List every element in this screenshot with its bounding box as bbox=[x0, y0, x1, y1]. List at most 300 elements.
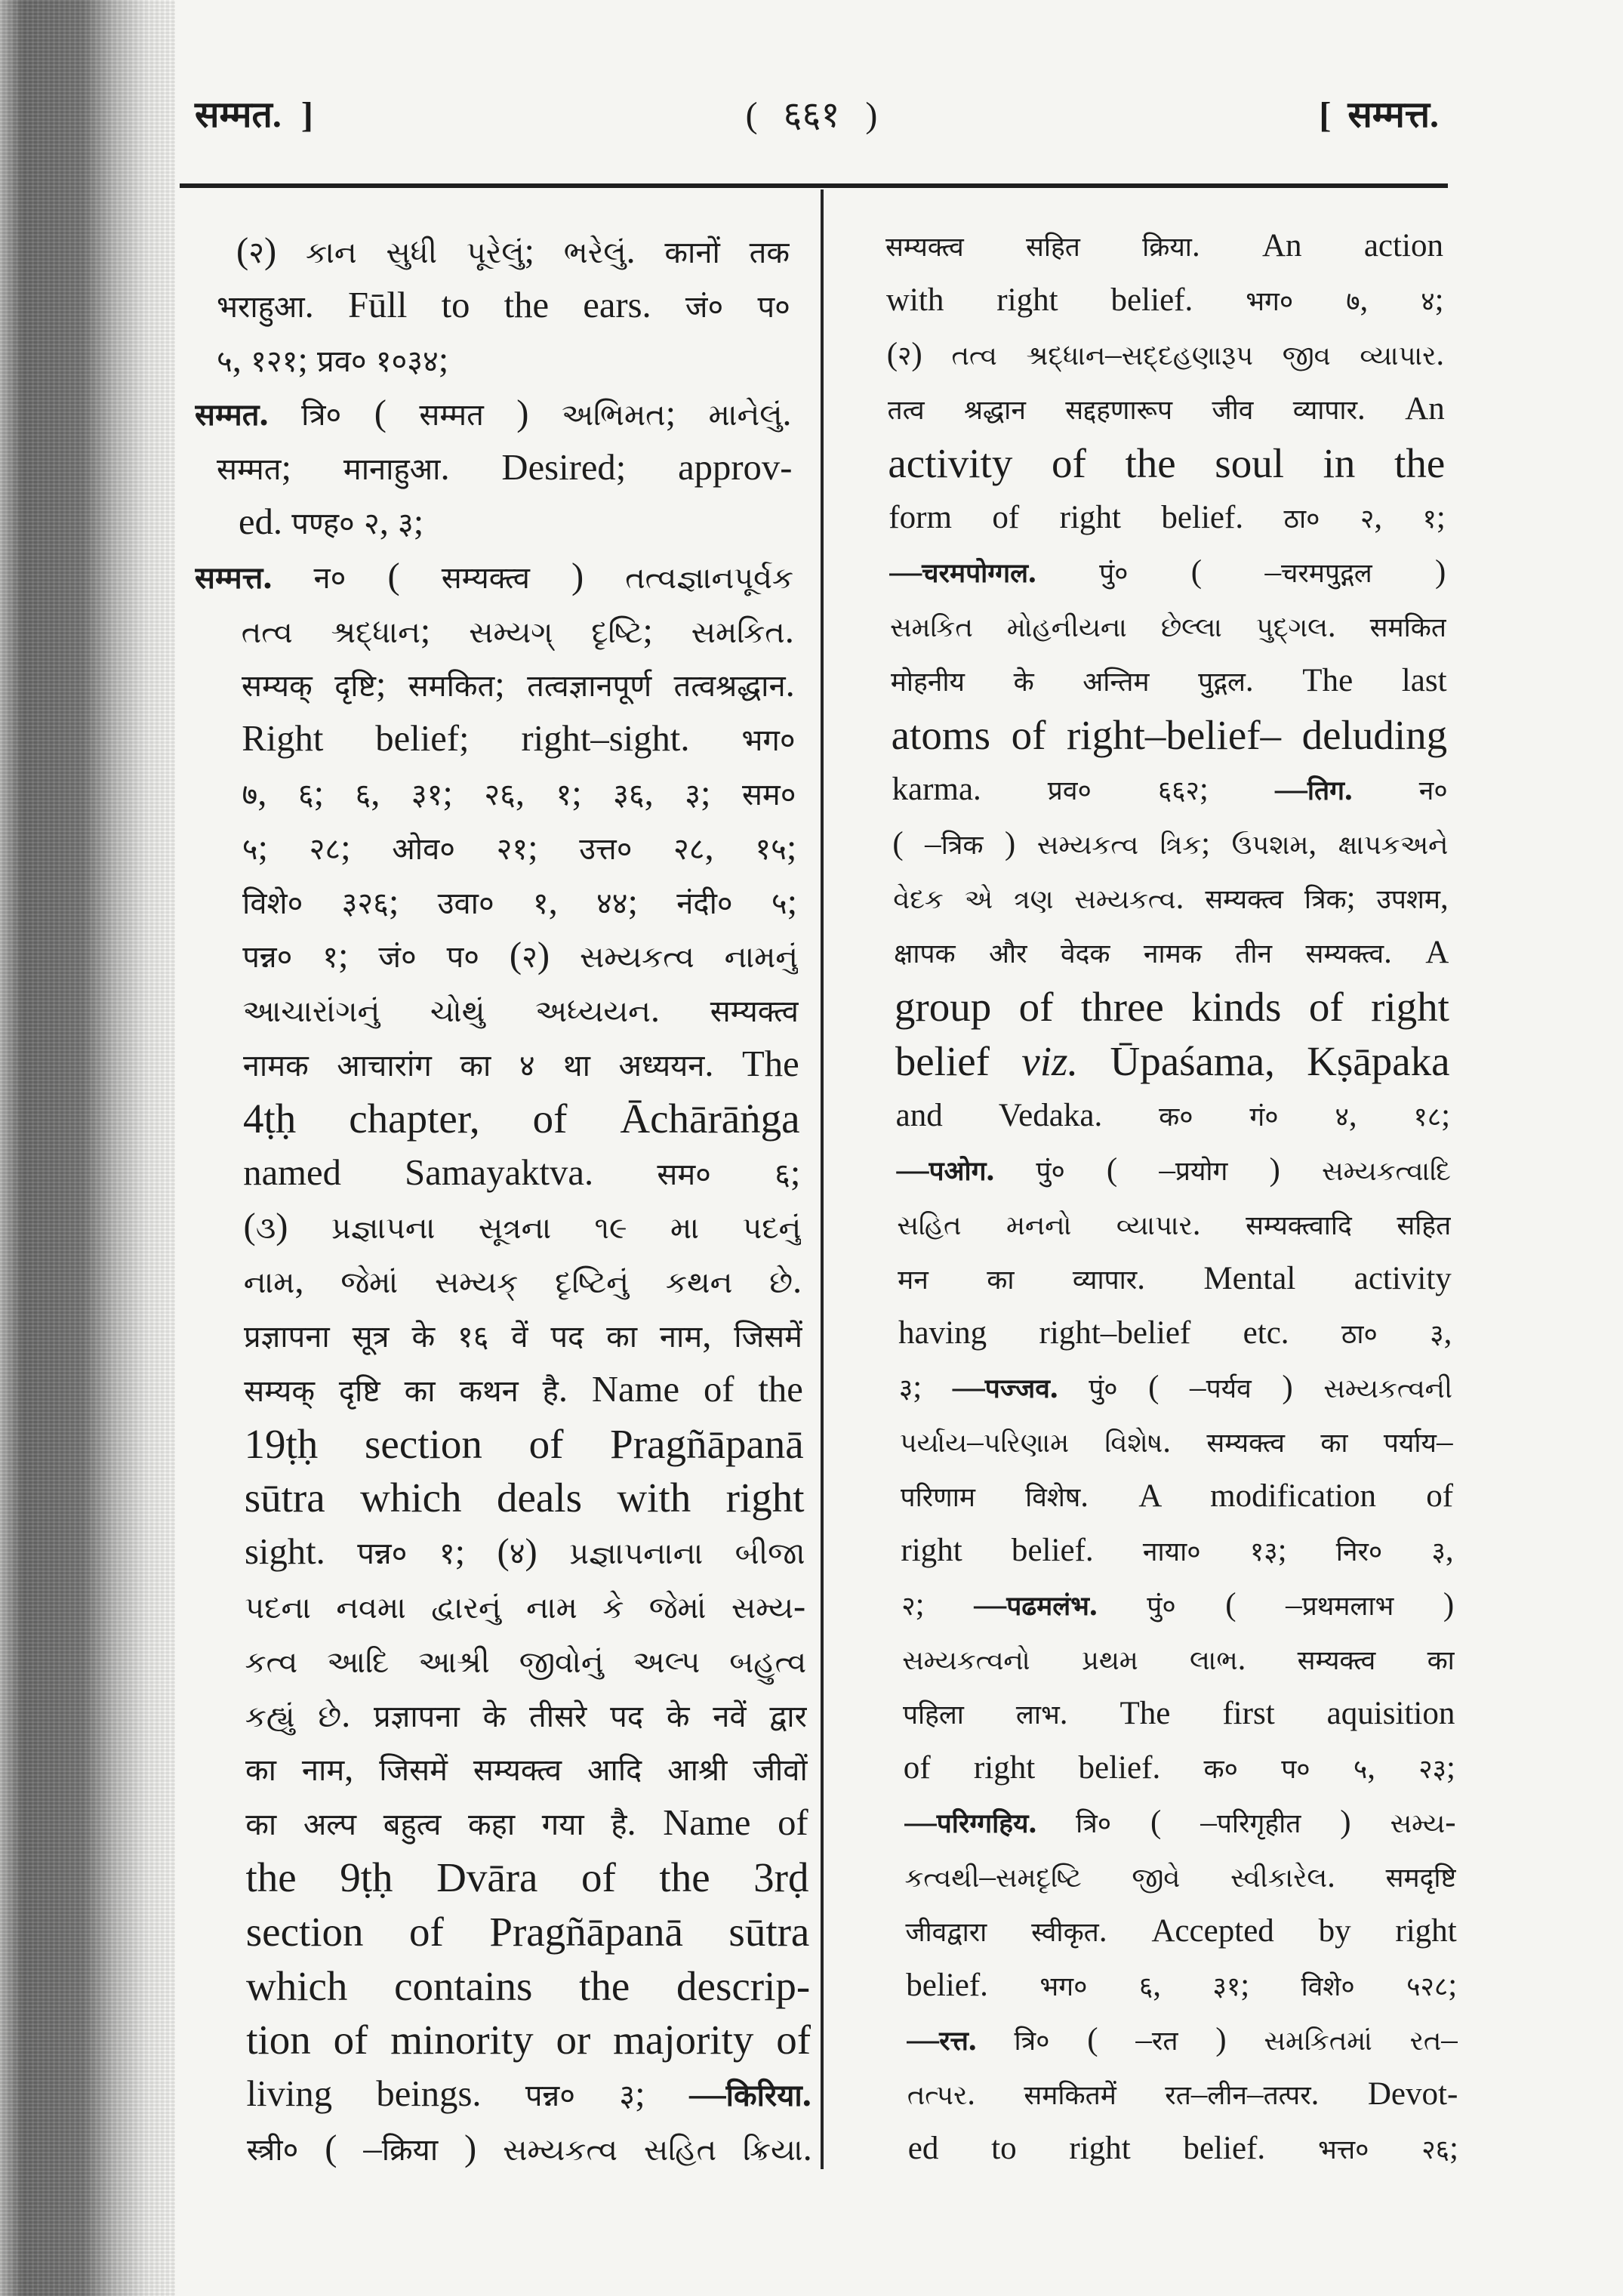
text-line bbox=[242, 604, 794, 658]
indic-text-run: सम्यक् bbox=[244, 1373, 315, 1408]
indic-text-run: कानों bbox=[664, 236, 720, 270]
indic-text-run: ठा० bbox=[1341, 1320, 1378, 1349]
indic-text-run: तत्वज्ञानपूर्ण bbox=[527, 669, 652, 704]
text-segment: atoms of right–belief– deluding bbox=[891, 712, 1448, 758]
text-line bbox=[246, 1851, 809, 1905]
indic-text-run: पद bbox=[610, 1699, 644, 1734]
running-head-right: [ सम्मत्त. bbox=[1319, 95, 1439, 135]
text-segment: २; bbox=[901, 1587, 975, 1623]
indic-text-run: વિશેષ bbox=[1104, 1428, 1163, 1458]
text-segment: પદના નવમા દ્વારનું નામ કે જેમાં સમ્ય- bbox=[245, 1586, 806, 1626]
text-line bbox=[889, 545, 1446, 599]
indic-text-run: जिसमें bbox=[379, 1753, 448, 1788]
indic-text-run: અભિમત bbox=[561, 398, 666, 433]
indic-text-run: કે bbox=[602, 1591, 624, 1625]
text-line bbox=[247, 2122, 812, 2176]
indic-text-run: સુધી bbox=[386, 236, 438, 270]
indic-text-run: છે bbox=[318, 1699, 342, 1734]
text-line bbox=[895, 1034, 1450, 1089]
indic-text-run: આશ્રી bbox=[418, 1644, 490, 1679]
text-line bbox=[901, 1524, 1453, 1578]
text-segment: ३; bbox=[898, 1370, 953, 1405]
indic-text-run: स्वीकृत bbox=[1031, 1918, 1099, 1947]
indic-text-run: सम्यक्त्व bbox=[473, 1753, 562, 1788]
text-line bbox=[239, 495, 793, 550]
indic-text-run: સમ્યકત્વ bbox=[579, 940, 694, 975]
indic-text-run: સમ્યકત્વ bbox=[503, 2133, 617, 2167]
text-line bbox=[242, 821, 797, 875]
indic-text-run: १८ bbox=[1413, 1102, 1442, 1132]
left-column bbox=[189, 224, 823, 2176]
indic-text-run: આચારાંગનું bbox=[242, 994, 380, 1029]
indic-text-run: नाया० bbox=[1142, 1537, 1201, 1567]
text-line bbox=[245, 1742, 808, 1796]
indic-text-run: पुं० bbox=[1147, 1592, 1176, 1621]
indic-text-run: द्वार bbox=[769, 1699, 807, 1734]
indic-text-run: તત્પર bbox=[907, 2081, 968, 2110]
indic-text-run: जिसमें bbox=[734, 1320, 802, 1354]
indic-text-run: किरिया bbox=[725, 2079, 802, 2113]
indic-text-run: तत्व bbox=[887, 396, 925, 425]
indic-text-run: अन्तिम bbox=[1083, 667, 1150, 697]
indic-text-run: કથન bbox=[665, 1265, 733, 1300]
text-line bbox=[907, 2013, 1458, 2067]
text-segment: Right belief; right–sight. भग० bbox=[242, 718, 796, 760]
text-segment: belief bbox=[895, 1038, 1022, 1084]
indic-text-run: ६ bbox=[775, 1157, 790, 1191]
text-segment: (२) તત્વ શ્રદ્ધાન–સદ્દહણારૂપ જીવ વ્યાપાર. bbox=[886, 337, 1445, 372]
text-segment: with right belief. भग० ७, ४; bbox=[885, 282, 1444, 318]
indic-text-run: લાભ bbox=[1190, 1646, 1238, 1675]
text-segment: ५; २८; ओव० २१; उत्त० २८, १५; bbox=[242, 826, 797, 868]
indic-text-run: ६६२ bbox=[1157, 776, 1200, 806]
text-line bbox=[892, 817, 1448, 871]
text-segment: पुं० ( –प्रयोग ) સમ્યકત્વાદિ bbox=[1036, 1152, 1451, 1188]
indic-text-run: मन bbox=[898, 1265, 929, 1295]
indic-text-run: ३२६ bbox=[341, 886, 389, 920]
text-segment: ५, १२१; प्रव० १०३४; bbox=[217, 338, 449, 380]
indic-text-run: प० bbox=[1281, 1755, 1310, 1784]
indic-text-run: ५ bbox=[217, 344, 233, 378]
indic-text-run: સૂત્રના bbox=[478, 1211, 552, 1246]
indic-text-run: दृष्टि bbox=[334, 669, 376, 704]
text-segment: परिणाम विशेष. A modification of bbox=[900, 1478, 1454, 1514]
indic-text-run: तीन bbox=[1235, 939, 1273, 969]
indic-text-run: न० bbox=[313, 560, 346, 595]
indic-text-run: व्यापार bbox=[1292, 396, 1358, 425]
text-segment: स्त्री० ( –क्रिया ) સમ્યકત્વ સહિત ક્રિયા. bbox=[246, 2128, 812, 2168]
indic-text-run: તત્વજ્ઞાનપૂર્વક bbox=[625, 560, 794, 595]
indic-text-run: १६ bbox=[457, 1320, 489, 1354]
text-segment: sight. पन्न० १; (४) પ્રજ્ઞાપનાના બીજા bbox=[245, 1531, 805, 1573]
text-line bbox=[885, 219, 1443, 273]
scan-edge-shadow bbox=[0, 0, 175, 2296]
indic-text-run: पण्ह० bbox=[291, 507, 355, 541]
indic-text-run: १ bbox=[1422, 504, 1437, 534]
indic-text-run: का bbox=[987, 1265, 1015, 1295]
indic-text-run: જીવે bbox=[1132, 1863, 1181, 1893]
indic-text-run: २३ bbox=[1418, 1755, 1446, 1784]
indic-text-run: भग० bbox=[1246, 287, 1294, 316]
indic-text-run: ओव० bbox=[392, 831, 456, 866]
text-line bbox=[242, 929, 798, 983]
indic-text-run: ३६ bbox=[613, 778, 645, 812]
text-line bbox=[243, 1146, 800, 1200]
text-segment: 4ṭḥ chapter, of Āchārāṅga bbox=[243, 1095, 800, 1142]
text-line bbox=[896, 1089, 1451, 1143]
indic-text-run: ३ bbox=[1431, 1537, 1446, 1567]
text-line bbox=[245, 1634, 807, 1688]
indic-text-run: नंदी० bbox=[676, 886, 733, 920]
indic-text-run: भत्त० bbox=[1317, 2135, 1369, 2165]
text-segment: ७, ६; ६, ३१; २६, १; ३६, ३; सम० bbox=[242, 772, 796, 813]
indic-text-run: ६ bbox=[1138, 1972, 1153, 2002]
indic-text-run: व्यापार bbox=[1072, 1265, 1138, 1295]
indic-text-run: तिग bbox=[1307, 776, 1345, 806]
indic-text-run: कहा bbox=[468, 1808, 516, 1842]
indic-text-run: શ્રદ્ધાન bbox=[331, 615, 420, 649]
indic-text-run: सद्दहणारूप bbox=[1065, 396, 1173, 425]
text-line bbox=[246, 1959, 810, 2014]
indic-text-run: १ bbox=[322, 940, 339, 975]
indic-text-run: ३ bbox=[1430, 1320, 1444, 1349]
right-column bbox=[879, 219, 1468, 2176]
text-line bbox=[243, 983, 799, 1037]
text-line bbox=[888, 382, 1445, 436]
text-line bbox=[245, 1417, 804, 1472]
indic-text-run: અધ્યયન bbox=[534, 994, 651, 1029]
text-segment: मन का व्यापार. Mental activity bbox=[898, 1261, 1452, 1296]
indic-text-run: મનનો bbox=[1006, 1211, 1072, 1240]
indic-text-run: ७ bbox=[242, 778, 258, 812]
text-line bbox=[898, 1306, 1452, 1361]
text-segment: sūtra which deals with right bbox=[244, 1475, 805, 1521]
indic-text-run: ३ bbox=[398, 507, 414, 541]
headword: —पज्जव. bbox=[952, 1370, 1058, 1405]
indic-text-run: દૃષ્ટિ bbox=[591, 615, 643, 649]
indic-text-run: મા bbox=[670, 1211, 699, 1246]
indic-text-run: सम० bbox=[741, 778, 796, 812]
indic-text-run: સમ્યકત્વ bbox=[1036, 831, 1139, 860]
indic-text-run: ३१ bbox=[1212, 1972, 1241, 2002]
indic-text-run: ક્ષાપકઅને bbox=[1338, 831, 1449, 860]
indic-text-run: ઉપશમ bbox=[1231, 831, 1309, 860]
text-segment: right belief. नाया० १३; निर० ३, bbox=[901, 1533, 1454, 1568]
indic-text-run: जीवद्वारा bbox=[905, 1918, 987, 1947]
indic-text-run: समदृष्टि bbox=[1385, 1863, 1457, 1893]
indic-text-run: પૂરેલું bbox=[466, 236, 525, 270]
text-line bbox=[242, 712, 795, 766]
text-segment: विशे० ३२६; उवा० १, ४४; नंदी० ५; bbox=[242, 880, 798, 922]
indic-text-run: का bbox=[404, 1373, 436, 1408]
indic-text-run: त्रिक bbox=[941, 831, 984, 860]
indic-text-run: વ્યાપાર bbox=[1116, 1211, 1193, 1240]
indic-text-run: ત્રિક bbox=[1160, 831, 1202, 860]
text-line bbox=[888, 436, 1445, 491]
text-segment: named Samayaktva. सम० ६; bbox=[243, 1151, 801, 1193]
text-line bbox=[244, 1363, 803, 1417]
indic-text-run: मोहनीय bbox=[890, 667, 965, 697]
text-line bbox=[896, 1143, 1450, 1197]
text-line bbox=[898, 1252, 1452, 1306]
indic-text-run: જીવોનું bbox=[519, 1644, 604, 1679]
indic-text-run: સદ્દહણારૂપ bbox=[1121, 341, 1253, 371]
indic-text-run: ५२८ bbox=[1406, 1972, 1449, 2002]
indic-text-run: के bbox=[666, 1699, 690, 1734]
indic-text-run: ५ bbox=[1353, 1755, 1368, 1784]
text-line bbox=[892, 708, 1447, 763]
indic-text-run: वें bbox=[511, 1320, 528, 1354]
text-line bbox=[893, 871, 1449, 926]
indic-text-run: पद bbox=[550, 1320, 584, 1354]
indic-text-run: भग० bbox=[1039, 1972, 1088, 2002]
indic-text-run: भग० bbox=[741, 723, 796, 758]
indic-text-run: तत्पर bbox=[1263, 2081, 1311, 2110]
indic-text-run: પ્રજ્ઞાપનાના bbox=[569, 1536, 704, 1571]
indic-text-run: परिणाम bbox=[900, 1483, 975, 1512]
indic-text-run: सम्यक्त्व bbox=[441, 560, 530, 595]
text-line bbox=[245, 1471, 805, 1525]
indic-text-run: पुद्गल bbox=[1198, 667, 1246, 697]
indic-text-run: पर्याय bbox=[1383, 1428, 1437, 1458]
indic-text-run: સમ્ય bbox=[1390, 1809, 1446, 1838]
indic-text-run: પદના bbox=[245, 1591, 311, 1625]
headword: सम्मत्त. bbox=[195, 555, 273, 596]
indic-text-run: अल्प bbox=[303, 1808, 357, 1842]
indic-text-run: २ bbox=[1360, 504, 1375, 534]
indic-text-run: વ્યાપાર bbox=[1360, 341, 1437, 371]
indic-text-run: उत्त० bbox=[579, 831, 633, 866]
text-segment: जीवद्वारा स्वीकृत. Accepted by right bbox=[905, 1913, 1457, 1949]
indic-text-run: પરિણામ bbox=[983, 1428, 1070, 1458]
text-line bbox=[891, 654, 1447, 708]
indic-text-run: सम्यक्त्वादि bbox=[1246, 1211, 1352, 1240]
text-line bbox=[905, 1850, 1457, 1904]
indic-text-run: लाभ bbox=[1015, 1700, 1060, 1730]
indic-text-run: का bbox=[245, 1753, 276, 1788]
indic-text-run: विशे० bbox=[242, 886, 303, 920]
text-segment: पन्न० १; जं० प० (२) સમ્યકત્વ નામનું bbox=[242, 935, 799, 976]
indic-text-run: સમકિત bbox=[889, 613, 973, 643]
indic-text-run: મોહનીયના bbox=[1006, 613, 1127, 643]
indic-text-run: तीसरे bbox=[529, 1699, 587, 1734]
indic-text-run: सूत्र bbox=[352, 1320, 390, 1354]
indic-text-run: प्रव० bbox=[1047, 776, 1092, 806]
indic-text-run: था bbox=[563, 1049, 590, 1083]
indic-text-run: क्रिया bbox=[1142, 233, 1192, 262]
indic-text-run: સમ્યગ્ bbox=[469, 615, 553, 649]
indic-text-run: प्रयोग bbox=[1175, 1157, 1228, 1186]
indic-text-run: ४ bbox=[519, 1049, 535, 1083]
indic-text-run: तक bbox=[749, 236, 790, 270]
text-segment: form of right belief. ठा० २, १; bbox=[888, 500, 1446, 535]
indic-text-run: २८ bbox=[309, 831, 341, 866]
indic-text-run: કત્વથી bbox=[904, 1863, 980, 1893]
text-segment: activity of the soul in the bbox=[888, 440, 1446, 486]
indic-text-run: स्त्री० bbox=[246, 2133, 299, 2167]
indic-text-run: उवा० bbox=[437, 886, 494, 920]
indic-text-run: पुं० bbox=[1099, 559, 1129, 588]
italic-term: viz. bbox=[1021, 1038, 1079, 1084]
text-line bbox=[899, 1361, 1452, 1415]
indic-text-run: નવમા bbox=[336, 1591, 406, 1625]
indic-text-run: સમકિત bbox=[691, 615, 785, 649]
indic-text-run: निर० bbox=[1335, 1537, 1383, 1567]
text-line bbox=[901, 1578, 1454, 1632]
indic-text-run: नामक bbox=[1143, 939, 1202, 969]
indic-text-run: ४ bbox=[1421, 287, 1435, 316]
indic-text-run: ४४ bbox=[596, 886, 628, 920]
text-segment: तत्व श्रद्धान सद्दहणारूप जीव व्यापार. An bbox=[887, 391, 1445, 427]
indic-text-run: ચોથું bbox=[430, 994, 485, 1029]
page-number: ( ६६१ ) bbox=[745, 95, 878, 135]
indic-text-run: १२१ bbox=[251, 344, 298, 378]
indic-text-run: जं० bbox=[378, 940, 417, 975]
indic-text-run: त्रि० bbox=[1014, 2026, 1050, 2056]
indic-text-run: सम्यक् bbox=[242, 669, 313, 704]
text-line bbox=[906, 1959, 1457, 2013]
text-segment: section of Pragñāpanā sūtra bbox=[245, 1908, 810, 1955]
indic-text-run: બહુત્વ bbox=[729, 1644, 807, 1679]
text-line bbox=[217, 279, 790, 333]
indic-text-run: સહિત bbox=[897, 1211, 962, 1240]
indic-text-run: बहुत्व bbox=[383, 1808, 442, 1842]
indic-text-run: જેમાં bbox=[340, 1265, 399, 1300]
indic-text-run: आचारांग bbox=[337, 1049, 432, 1083]
text-segment: 19ṭḥ section of Pragñāpanā bbox=[244, 1420, 804, 1467]
text-segment: भराहुआ. Fūll to the ears. जं० प० bbox=[217, 284, 790, 325]
indic-text-run: વેદક bbox=[893, 885, 944, 914]
text-segment: न० ( सम्यक्त्व ) તત્વજ્ઞાનપૂર્વક bbox=[313, 555, 794, 596]
text-line bbox=[904, 1795, 1456, 1850]
text-line bbox=[246, 1905, 810, 1959]
indic-text-run: સમકિતમાં bbox=[1264, 2026, 1372, 2056]
indic-text-run: दृष्टि bbox=[338, 1373, 380, 1408]
indic-text-run: ३१ bbox=[411, 778, 443, 812]
indic-text-run: સહિત bbox=[643, 2133, 717, 2167]
indic-text-run: नाम bbox=[301, 1753, 345, 1788]
indic-text-run: ૩ bbox=[255, 1211, 276, 1246]
indic-text-run: નામનું bbox=[724, 940, 799, 975]
text-line bbox=[892, 763, 1448, 817]
indic-text-run: के bbox=[1013, 667, 1034, 697]
text-line bbox=[907, 2067, 1458, 2122]
text-segment: नामक आचारांग का ४ था अध्ययन. The bbox=[242, 1043, 799, 1084]
indic-text-run: प्रव० bbox=[317, 344, 367, 378]
indic-text-run: १ bbox=[439, 1536, 455, 1571]
text-segment: (२) કાન સુધી પૂરેલું; ભરેલું. कानों तक bbox=[236, 230, 790, 271]
indic-text-run: સમદૃષ્ટિ bbox=[995, 1863, 1082, 1893]
indic-text-run: १५ bbox=[755, 831, 787, 866]
indic-text-run: त्रि० bbox=[1076, 1809, 1112, 1838]
indic-text-run: चरमपुद्गल bbox=[1280, 559, 1372, 588]
text-segment: તત્પર. समकितमें रत–लीन–तत्पर. Devot- bbox=[907, 2076, 1458, 2112]
text-segment: त्रि० ( सम्मत ) અભિમત; માનેલું. bbox=[301, 393, 792, 434]
text-segment: का अल्प बहुत्व कहा गया है. Name of bbox=[245, 1802, 808, 1844]
text-line bbox=[902, 1632, 1455, 1687]
indic-text-run: દ્વારનું bbox=[431, 1591, 501, 1625]
indic-text-run: जं० bbox=[685, 289, 724, 324]
indic-text-run: १०३४ bbox=[375, 344, 439, 378]
indic-text-run: का bbox=[1427, 1646, 1455, 1675]
text-segment: Ūpaśama, Kṣāpaka bbox=[1078, 1038, 1450, 1084]
indic-text-run: पन्न० bbox=[242, 940, 293, 975]
text-line bbox=[903, 1687, 1455, 1741]
text-segment: सम्मत; मानाहुआ. Desired; approv- bbox=[217, 447, 793, 488]
text-segment: (૩) પ્રજ્ઞાપના સૂત્રના ૧૯ મા પદનું bbox=[243, 1206, 802, 1247]
indic-text-run: के bbox=[482, 1699, 507, 1734]
text-segment: તત્વ શ્રદ્ધાન; સમ્યગ્ દૃષ્ટિ; સમકિત. bbox=[241, 609, 794, 651]
indic-text-run: सम्यक्त्व bbox=[1206, 1428, 1286, 1458]
indic-text-run: भराहुआ bbox=[217, 289, 305, 324]
text-segment: का नाम, जिसमें सम्यक्त्व आदि आश्री जीवों bbox=[245, 1748, 808, 1789]
indic-text-run: आदि bbox=[587, 1753, 642, 1788]
indic-text-run: प्रज्ञापना bbox=[374, 1699, 460, 1734]
indic-text-run: परिग्गहिय bbox=[936, 1809, 1029, 1838]
text-line bbox=[195, 550, 793, 604]
indic-text-run: આદિ bbox=[327, 1644, 390, 1679]
indic-text-run: તત્વ bbox=[241, 615, 293, 649]
text-segment: વેદક એ ત્રણ સમ્યકત્વ. सम्यक्त्व त्रिक; उपशम, bbox=[893, 880, 1449, 916]
indic-text-run: ठा० bbox=[1283, 504, 1320, 534]
text-line bbox=[236, 224, 790, 279]
indic-text-run: એ bbox=[964, 885, 993, 914]
indic-text-run: विशेष bbox=[1025, 1483, 1081, 1512]
indic-text-run: नामक bbox=[242, 1049, 309, 1083]
indic-text-run: પર્યાય bbox=[899, 1428, 968, 1458]
indic-text-run: सम्यक्त्व bbox=[1305, 939, 1384, 969]
indic-text-run: है bbox=[611, 1808, 627, 1842]
indic-text-run: સમ્યક્ bbox=[434, 1265, 519, 1300]
text-segment: ed. पण्ह० २, ३; bbox=[239, 501, 424, 542]
indic-text-run: रत bbox=[1165, 2081, 1191, 2110]
indic-text-run: ६ bbox=[355, 778, 371, 812]
indic-text-run: प० bbox=[757, 289, 790, 324]
text-line bbox=[244, 1200, 802, 1254]
indic-text-run: પુદ્ગલ bbox=[1255, 613, 1328, 643]
text-line bbox=[901, 1469, 1454, 1524]
text-segment: having right–belief etc. ठा० ३, bbox=[898, 1315, 1452, 1351]
indic-text-run: २ bbox=[901, 1592, 916, 1621]
indic-text-run: न० bbox=[1418, 776, 1448, 806]
indic-text-run: કત્વ bbox=[245, 1644, 298, 1679]
indic-text-run: બીજા bbox=[735, 1536, 805, 1571]
text-line bbox=[908, 2122, 1458, 2176]
indic-text-run: કહ્યું bbox=[245, 1699, 295, 1734]
indic-text-run: ५ bbox=[771, 886, 787, 920]
indic-text-run: का bbox=[1320, 1428, 1348, 1458]
indic-text-run: के bbox=[411, 1320, 436, 1354]
text-line bbox=[245, 1688, 807, 1743]
running-head-left: सम्मत. ] bbox=[195, 95, 313, 135]
text-line bbox=[245, 1579, 805, 1634]
indic-text-run: सम्मत bbox=[217, 452, 282, 487]
text-segment: living beings. पन्न० ३; bbox=[246, 2073, 689, 2115]
text-segment: આચારાંગનું ચોથું અધ્યયન. सम्यक्त्व bbox=[242, 989, 799, 1031]
text-segment: मोहनीय के अन्तिम पुद्गल. The last bbox=[890, 663, 1447, 698]
text-line bbox=[886, 273, 1444, 328]
text-segment: કત્વથી–સમદૃષ્ટિ જીવે સ્વીકારેલ. समदृष्टि bbox=[904, 1859, 1457, 1894]
indic-text-run: १ bbox=[532, 886, 549, 920]
text-segment: सम्यक् दृष्टि; समकित; तत्वज्ञानपूर्ण तत्वश्रद्धान. bbox=[242, 664, 795, 705]
indic-text-run: ४ bbox=[1335, 1102, 1349, 1132]
indic-text-run: पओग bbox=[929, 1157, 987, 1186]
indic-text-run: २८ bbox=[673, 831, 705, 866]
indic-text-run: समकित bbox=[1369, 613, 1446, 643]
indic-text-run: रत bbox=[1151, 2026, 1178, 2056]
headword: —रत्त. bbox=[907, 2022, 977, 2057]
indic-text-run: पर्यव bbox=[1206, 1374, 1252, 1404]
